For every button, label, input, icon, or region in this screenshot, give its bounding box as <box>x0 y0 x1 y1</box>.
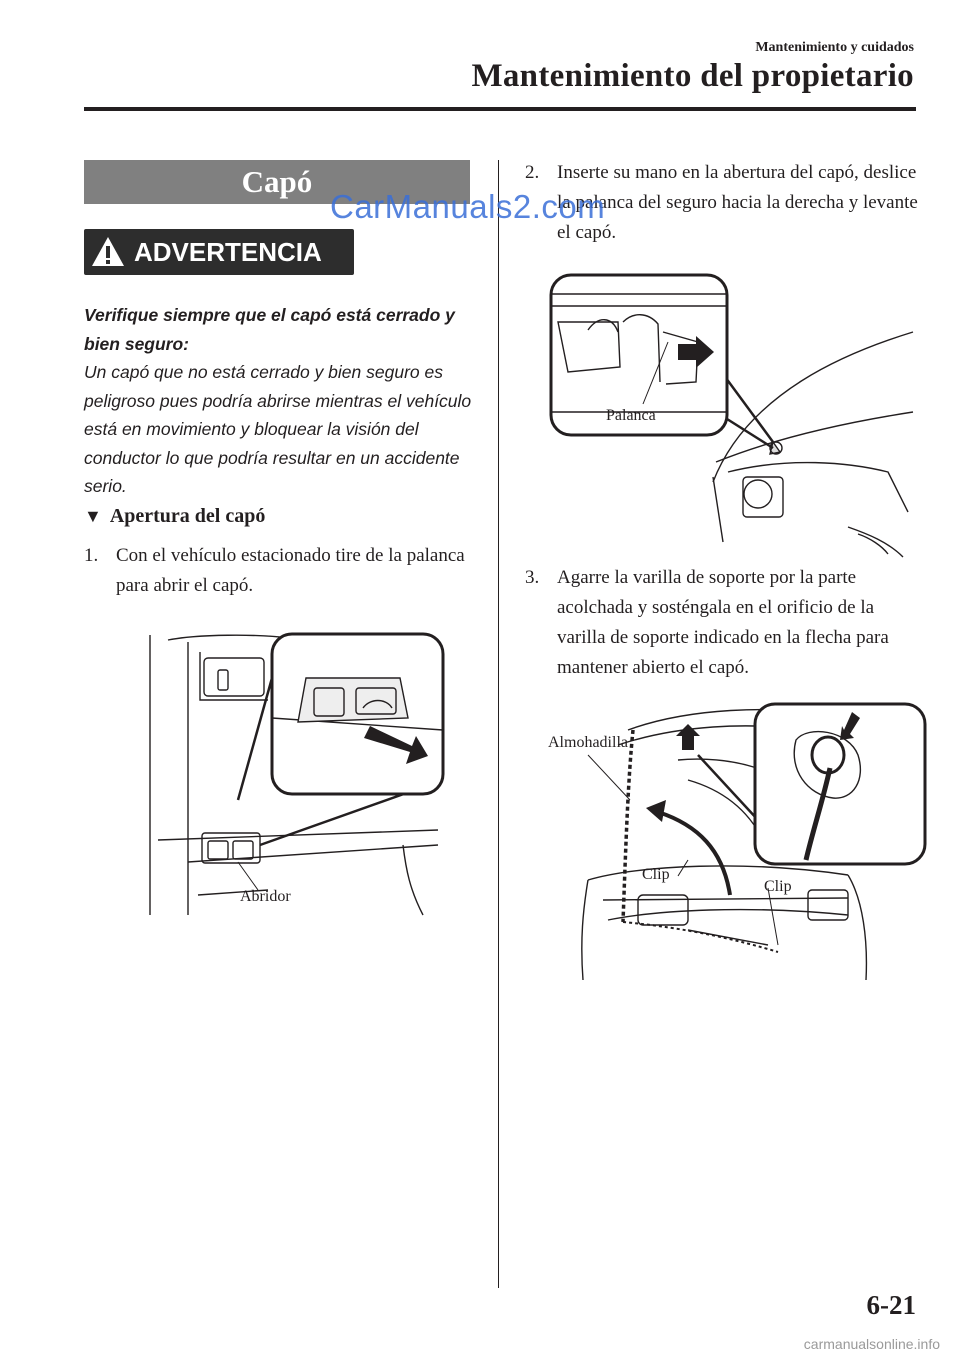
figure-label-clip-right: Clip <box>764 878 792 895</box>
warning-lead: Verifique siempre que el capó está cerrado y bien seguro: <box>84 305 455 354</box>
warning-body <box>84 301 476 501</box>
header-rule <box>84 107 916 111</box>
figure-label-clip-left: Clip <box>642 866 670 883</box>
step-text: Inserte su mano en la abertura del capó, deslice la palanca del seguro hacia la derecha y levante el capó. <box>557 162 918 243</box>
footer-watermark: carmanualsonline.info <box>803 1336 940 1352</box>
page-number: 6-21 <box>866 1290 916 1320</box>
latch-lever-illustration <box>548 272 918 562</box>
section-title-banner: Capó <box>84 160 470 204</box>
figure-label-latch: Palanca <box>606 407 656 424</box>
running-header-section: Mantenimiento y cuidados <box>755 40 914 55</box>
figure-label-opener: Abridor <box>240 888 291 905</box>
step-text: Agarre la varilla de soporte por la parte acolchada y sosténgala en el orificio de la varilla de soporte indicado en la flecha para mantener abierto el capó. <box>557 567 889 678</box>
step-number: 3. <box>525 567 540 588</box>
subheading <box>84 505 265 528</box>
step-3 <box>525 563 920 683</box>
figure-label-pad: Almohadilla <box>548 734 628 751</box>
warning-label: ADVERTENCIA <box>134 237 322 267</box>
figure-latch-lever <box>548 272 918 562</box>
hood-opener-illustration <box>138 630 448 920</box>
watermark-carmanuals: CarManuals2.com <box>330 188 606 225</box>
step-text: Con el vehículo estacionado tire de la palanca para abrir el capó. <box>116 545 465 596</box>
subheading-marker: ▼ <box>84 506 102 526</box>
step-number: 2. <box>525 162 540 183</box>
subheading-text: Apertura del capó <box>109 505 266 527</box>
figure-hood-opener <box>138 630 448 920</box>
step-1 <box>84 541 480 601</box>
warning-badge <box>84 229 354 275</box>
figure-prop-rod <box>548 700 928 990</box>
running-header-title: Mantenimiento del propietario <box>471 58 914 94</box>
warning-text: Un capó que no está cerrado y bien seguro es peligroso pues podría abrirse mientras el vehículo está en movimiento y bloquear la visión del conductor lo que podría resultar en un accidente serio. <box>84 362 472 496</box>
warning-triangle-icon <box>90 235 126 269</box>
step-number: 1. <box>84 545 99 566</box>
column-divider <box>498 160 499 1288</box>
